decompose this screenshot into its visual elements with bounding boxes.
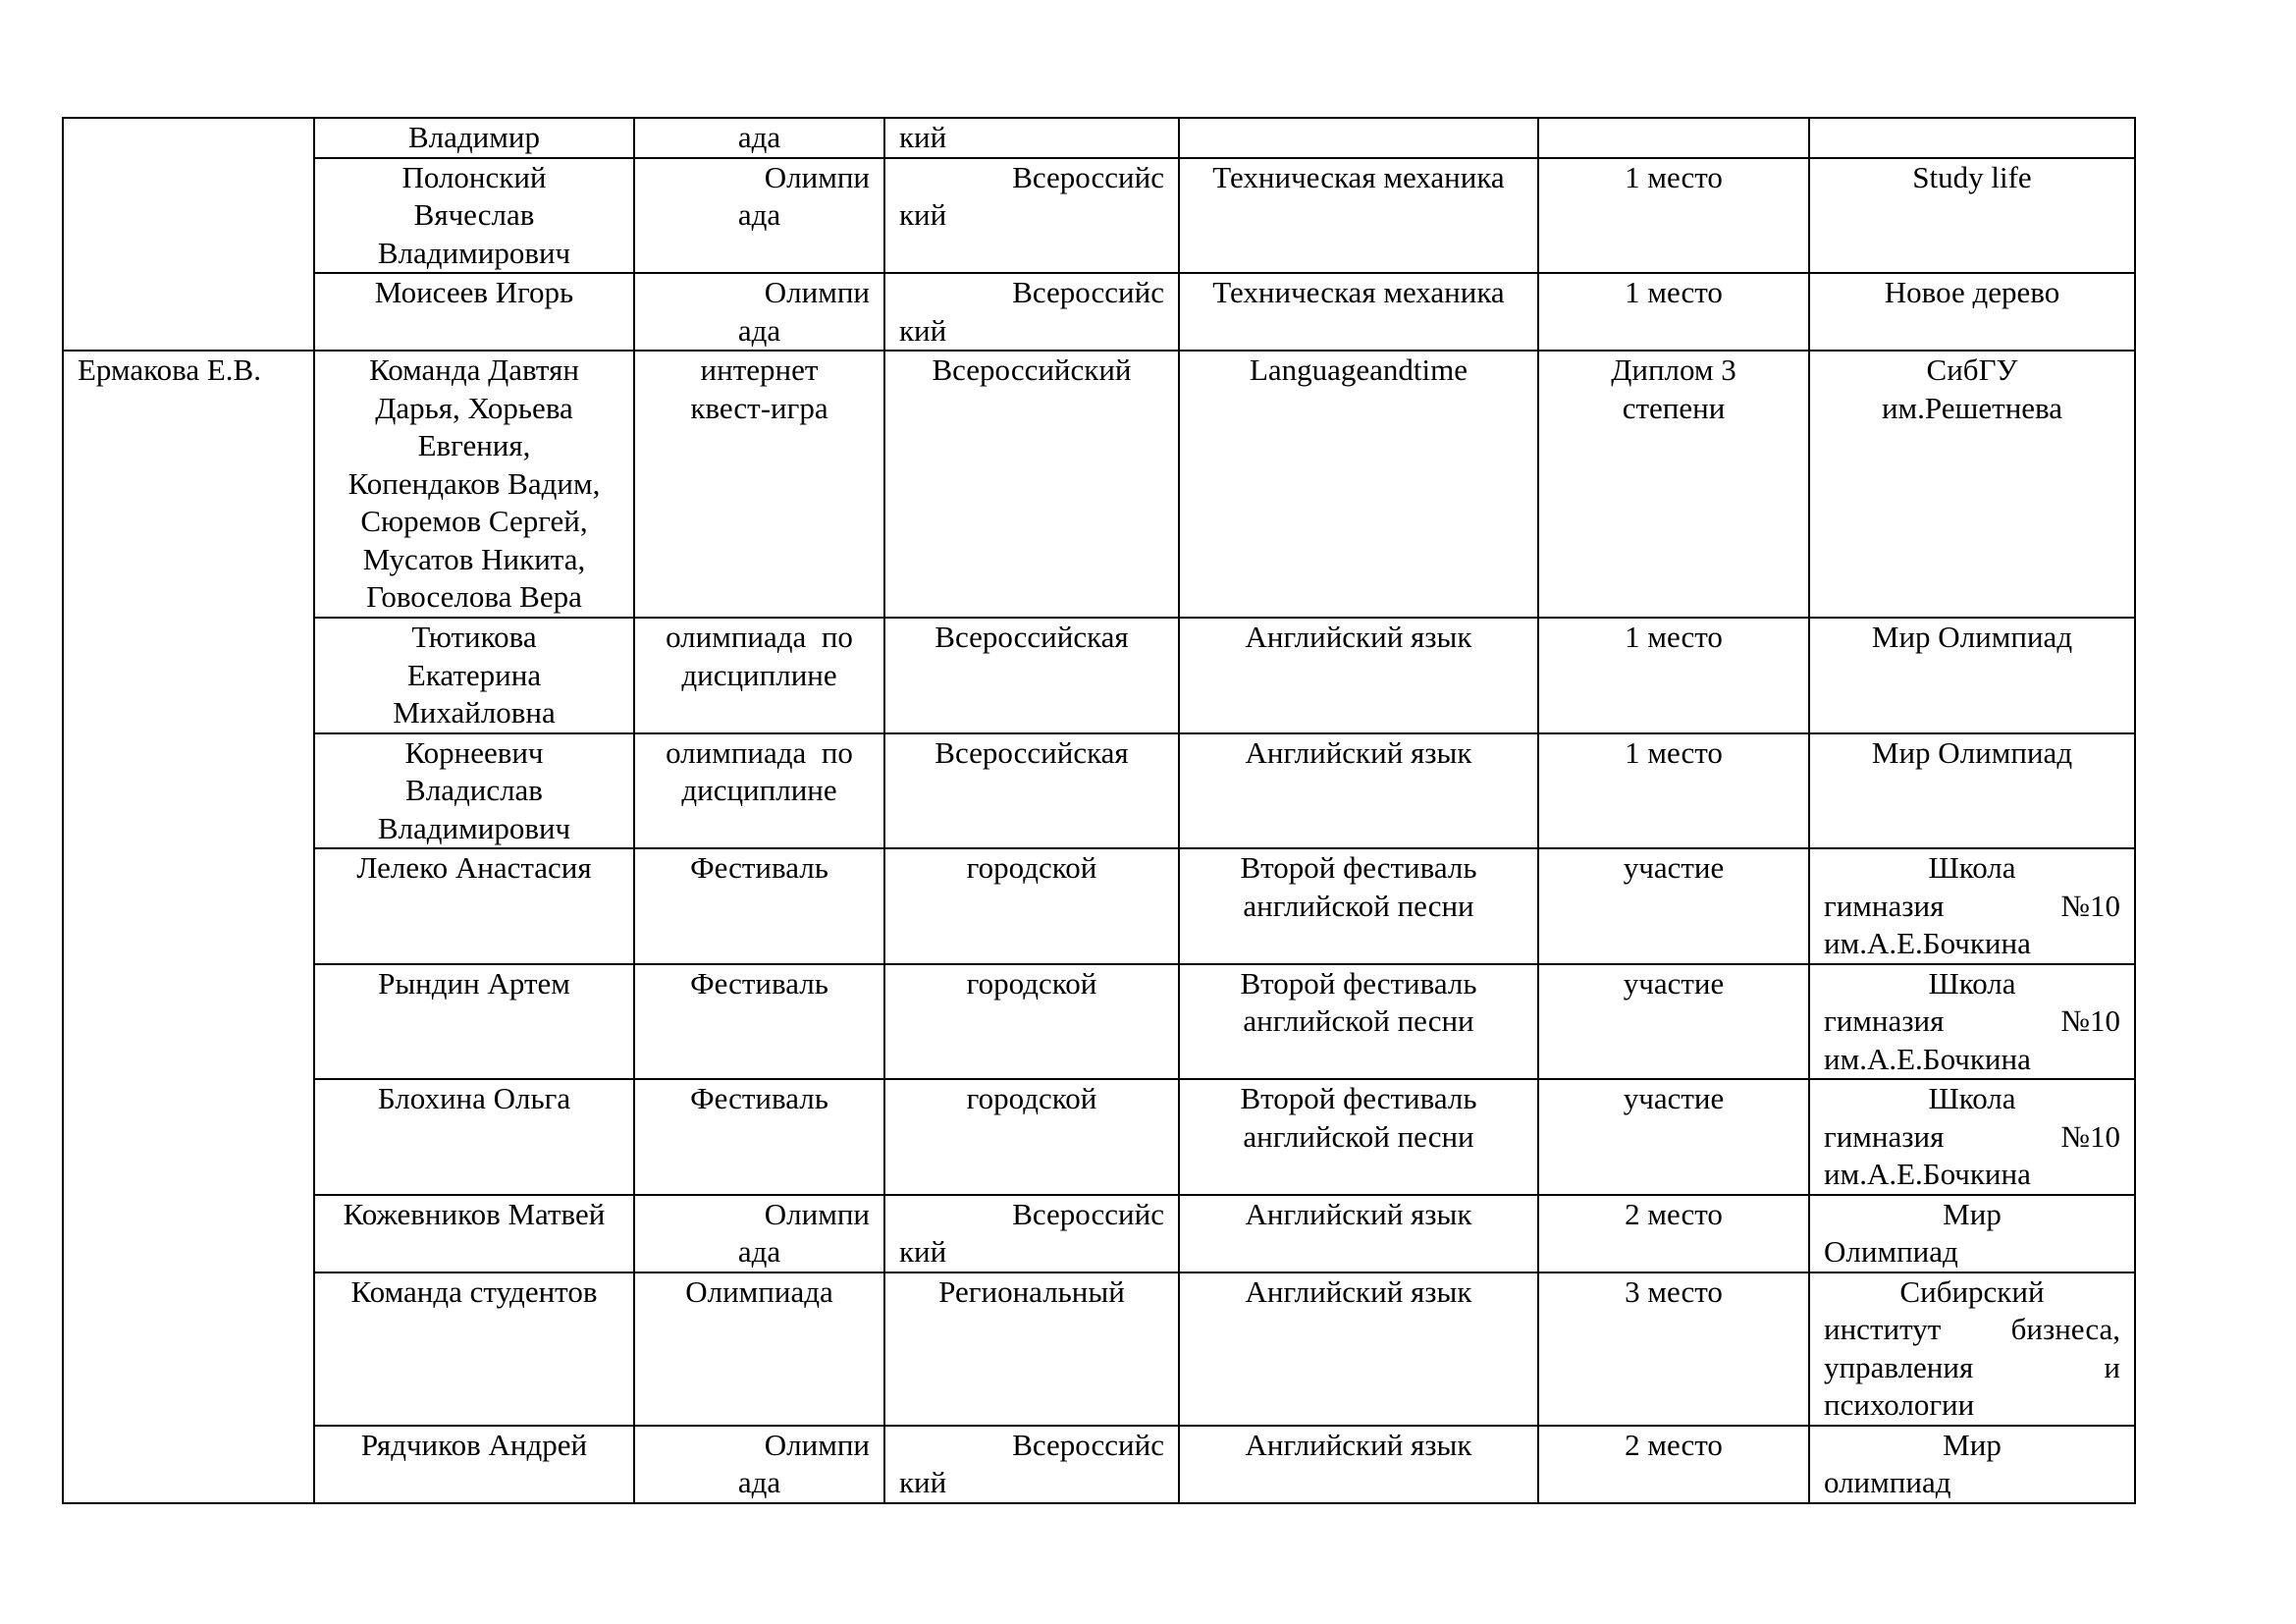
participant-cell	[314, 733, 634, 849]
level-line: Всероссийский	[932, 352, 1132, 387]
table-row	[63, 273, 2135, 351]
participant-line: Команда студентов	[350, 1273, 598, 1309]
topic-line: Английский язык	[1245, 1273, 1472, 1309]
participant-cell	[314, 1426, 634, 1503]
organizer-cell	[1809, 1426, 2135, 1503]
organizer-cell	[1809, 1079, 2135, 1195]
table-row	[63, 1079, 2135, 1195]
form-line: Олимпи	[764, 159, 870, 194]
organizer-line: Школа	[1928, 1081, 2016, 1115]
organizer-line: им.А.Е.Бочкина	[1824, 1157, 2031, 1191]
form-line: квест-игра	[690, 390, 828, 425]
participant-line: Владислав	[405, 773, 543, 807]
topic-line: Техническая механика	[1212, 275, 1505, 309]
participant-line: Вячеслав	[413, 197, 535, 232]
form-line: интернет	[700, 352, 819, 387]
result-line: 2 место	[1625, 1427, 1723, 1462]
organizer-line	[1824, 1349, 2120, 1387]
participant-cell	[314, 848, 634, 964]
organizer-word: №10	[2060, 888, 2120, 923]
form-line: ада	[737, 197, 781, 232]
participant-line: Рындин Артем	[378, 965, 570, 1001]
form-cell	[634, 1195, 884, 1272]
form-cell	[634, 1426, 884, 1503]
participant-line: Полонский	[401, 159, 547, 194]
participant-line: Сюремов Сергей,	[360, 504, 588, 538]
topic-line: английской песни	[1243, 1118, 1474, 1154]
level-cell	[884, 1195, 1179, 1272]
participant-cell	[314, 618, 634, 733]
topic-line: Английский язык	[1245, 1196, 1472, 1231]
participant-line: Говоселова Вера	[366, 579, 582, 614]
topic-cell	[1179, 848, 1538, 964]
topic-line: английской песни	[1243, 888, 1474, 923]
participant-line: Команда Давтян	[369, 352, 579, 387]
organizer-word: №10	[2060, 1118, 2120, 1154]
form-cell	[634, 848, 884, 964]
table-row	[63, 964, 2135, 1080]
form-line: Фестиваль	[690, 850, 828, 885]
form-line: олимпиада по	[666, 734, 853, 770]
organizer-line	[1824, 888, 2120, 926]
form-cell	[634, 618, 884, 733]
teacher-name: Ермакова Е.В.	[78, 352, 261, 387]
organizer-line: СибГУ	[1926, 352, 2018, 387]
teacher-cell	[63, 351, 314, 1503]
form-cell	[634, 118, 884, 158]
level-line: кий	[899, 1465, 947, 1499]
topic-line: Второй фестиваль	[1240, 1081, 1477, 1115]
participant-line: Владимир	[408, 120, 540, 154]
result-cell	[1538, 273, 1809, 351]
level-line: кий	[899, 312, 947, 348]
level-line: Всероссийс	[1012, 1427, 1164, 1462]
participant-line: Екатерина	[406, 657, 542, 692]
form-line: ада	[737, 1465, 781, 1499]
topic-cell	[1179, 273, 1538, 351]
participant-line: Евгения,	[417, 428, 531, 462]
level-line: кий	[899, 197, 947, 232]
organizer-cell	[1809, 1195, 2135, 1272]
topic-cell	[1179, 733, 1538, 849]
result-line: участие	[1623, 965, 1725, 1001]
result-cell	[1538, 118, 1809, 158]
result-cell	[1538, 158, 1809, 274]
topic-cell	[1179, 118, 1538, 158]
olympiad-results-table	[62, 117, 2136, 1504]
table-row	[63, 848, 2135, 964]
participant-line: Тютикова	[411, 620, 537, 654]
level-line: городской	[966, 965, 1097, 1001]
level-line: Всероссийская	[934, 620, 1129, 654]
level-line: кий	[899, 120, 947, 154]
level-line: Всероссийс	[1012, 159, 1164, 194]
organizer-line: Новое дерево	[1884, 275, 2060, 309]
organizer-line	[1824, 1118, 2120, 1157]
topic-line: Второй фестиваль	[1240, 965, 1477, 1001]
form-cell	[634, 733, 884, 849]
result-line: участие	[1623, 850, 1725, 885]
topic-line: Английский язык	[1245, 620, 1472, 654]
topic-cell	[1179, 618, 1538, 733]
organizer-line: олимпиад	[1824, 1465, 1951, 1499]
form-cell	[634, 964, 884, 1080]
topic-cell	[1179, 351, 1538, 618]
table-row	[63, 118, 2135, 158]
organizer-word: гимназия	[1824, 888, 1945, 923]
level-cell	[884, 1426, 1179, 1503]
organizer-line: им.А.Е.Бочкина	[1824, 926, 2031, 960]
result-line: 1 место	[1625, 159, 1723, 194]
organizer-line: психологии	[1824, 1387, 1975, 1422]
level-cell	[884, 273, 1179, 351]
level-line: городской	[966, 850, 1097, 885]
form-line: ада	[737, 312, 781, 348]
table-row	[63, 1272, 2135, 1426]
topic-line: Техническая механика	[1212, 159, 1505, 194]
level-line: кий	[899, 1234, 947, 1269]
organizer-cell	[1809, 733, 2135, 849]
form-cell	[634, 351, 884, 618]
teacher-cell	[63, 118, 314, 351]
participant-cell	[314, 964, 634, 1080]
organizer-word: бизнеса,	[2010, 1312, 2120, 1346]
organizer-cell	[1809, 848, 2135, 964]
organizer-word: гимназия	[1824, 1003, 1945, 1038]
form-line: Фестиваль	[690, 965, 828, 1001]
topic-cell	[1179, 964, 1538, 1080]
table-row	[63, 618, 2135, 733]
level-line: Всероссийс	[1012, 275, 1164, 309]
organizer-word: и	[2104, 1349, 2120, 1384]
organizer-word: институт	[1824, 1312, 1942, 1346]
participant-cell	[314, 1079, 634, 1195]
level-line: Всероссийская	[934, 734, 1129, 770]
organizer-word: №10	[2060, 1003, 2120, 1038]
organizer-line: Study life	[1912, 159, 2032, 194]
topic-cell	[1179, 1195, 1538, 1272]
topic-line: Английский язык	[1245, 1427, 1472, 1462]
result-line: Диплом 3	[1611, 352, 1736, 387]
form-cell	[634, 1272, 884, 1426]
participant-line: Лелеко Анастасия	[356, 850, 592, 885]
result-cell	[1538, 733, 1809, 849]
organizer-line	[1824, 1311, 2120, 1349]
level-cell	[884, 1079, 1179, 1195]
organizer-line: Мир	[1943, 1427, 2002, 1462]
organizer-cell	[1809, 118, 2135, 158]
participant-line: Владимирович	[377, 810, 571, 845]
organizer-line: им.А.Е.Бочкина	[1824, 1041, 2031, 1076]
result-line: 1 место	[1625, 734, 1723, 770]
level-cell	[884, 351, 1179, 618]
participant-line: Мусатов Никита,	[362, 541, 586, 576]
level-cell	[884, 118, 1179, 158]
result-cell	[1538, 1195, 1809, 1272]
level-cell	[884, 848, 1179, 964]
participant-line: Корнеевич	[404, 734, 544, 770]
form-line: ада	[737, 1234, 781, 1269]
form-cell	[634, 273, 884, 351]
result-cell	[1538, 1272, 1809, 1426]
organizer-cell	[1809, 273, 2135, 351]
organizer-word: управления	[1824, 1349, 1974, 1384]
topic-line: Languageandtime	[1249, 352, 1468, 387]
organizer-line: им.Решетнева	[1881, 390, 2063, 425]
topic-cell	[1179, 158, 1538, 274]
result-line: участие	[1623, 1081, 1725, 1115]
table-row	[63, 733, 2135, 849]
form-cell	[634, 1079, 884, 1195]
table-row	[63, 158, 2135, 274]
table-body	[63, 118, 2135, 1503]
topic-line: Английский язык	[1245, 734, 1472, 770]
table-row	[63, 1426, 2135, 1503]
result-cell	[1538, 964, 1809, 1080]
participant-line: Михайловна	[393, 695, 556, 730]
form-line: Олимпи	[764, 1196, 870, 1231]
participant-line: Кожевников Матвей	[343, 1196, 606, 1231]
participant-cell	[314, 158, 634, 274]
participant-cell	[314, 273, 634, 351]
participant-cell	[314, 1195, 634, 1272]
organizer-cell	[1809, 158, 2135, 274]
level-cell	[884, 964, 1179, 1080]
topic-line: английской песни	[1243, 1003, 1474, 1038]
participant-line: Рядчиков Андрей	[360, 1427, 588, 1462]
organizer-cell	[1809, 351, 2135, 618]
result-line: 2 место	[1625, 1196, 1723, 1231]
level-cell	[884, 158, 1179, 274]
participant-cell	[314, 118, 634, 158]
topic-cell	[1179, 1272, 1538, 1426]
organizer-line: Мир Олимпиад	[1871, 734, 2073, 770]
organizer-line: Школа	[1928, 965, 2016, 1001]
form-line: Олимпиада	[685, 1273, 833, 1309]
topic-cell	[1179, 1079, 1538, 1195]
form-line: Олимпи	[764, 1427, 870, 1462]
organizer-line: Школа	[1928, 850, 2016, 885]
organizer-line: Олимпиад	[1824, 1234, 1958, 1269]
organizer-line: Мир Олимпиад	[1871, 620, 2073, 654]
participant-cell	[314, 351, 634, 618]
result-cell	[1538, 351, 1809, 618]
level-cell	[884, 733, 1179, 849]
organizer-line: Сибирский	[1899, 1273, 2045, 1309]
topic-cell	[1179, 1426, 1538, 1503]
result-cell	[1538, 848, 1809, 964]
result-line: 3 место	[1625, 1273, 1723, 1309]
form-line: дисциплине	[681, 773, 837, 807]
level-cell	[884, 618, 1179, 733]
form-line: Фестиваль	[690, 1081, 828, 1115]
organizer-cell	[1809, 1272, 2135, 1426]
table-row	[63, 351, 2135, 618]
participant-line: Моисеев Игорь	[374, 275, 574, 309]
organizer-word: гимназия	[1824, 1118, 1945, 1154]
participant-line: Блохина Ольга	[377, 1081, 571, 1115]
result-cell	[1538, 618, 1809, 733]
organizer-cell	[1809, 964, 2135, 1080]
level-line: Региональный	[938, 1273, 1125, 1309]
participant-line: Владимирович	[377, 235, 571, 270]
participant-line: Копендаков Вадим,	[347, 465, 601, 501]
topic-line: Второй фестиваль	[1240, 850, 1477, 885]
result-line: степени	[1622, 390, 1726, 425]
result-cell	[1538, 1079, 1809, 1195]
organizer-cell	[1809, 618, 2135, 733]
result-cell	[1538, 1426, 1809, 1503]
form-line: олимпиада по	[666, 620, 853, 654]
form-cell	[634, 158, 884, 274]
form-line: дисциплине	[681, 657, 837, 692]
result-line: 1 место	[1625, 620, 1723, 654]
form-line: Олимпи	[764, 275, 870, 309]
level-cell	[884, 1272, 1179, 1426]
participant-line: Дарья, Хорьева	[375, 390, 573, 425]
result-line: 1 место	[1625, 275, 1723, 309]
form-line: ада	[737, 120, 781, 154]
level-line: городской	[966, 1081, 1097, 1115]
level-line: Всероссийс	[1012, 1196, 1164, 1231]
organizer-line: Мир	[1943, 1196, 2002, 1231]
participant-cell	[314, 1272, 634, 1426]
table-row	[63, 1195, 2135, 1272]
organizer-line	[1824, 1002, 2120, 1041]
